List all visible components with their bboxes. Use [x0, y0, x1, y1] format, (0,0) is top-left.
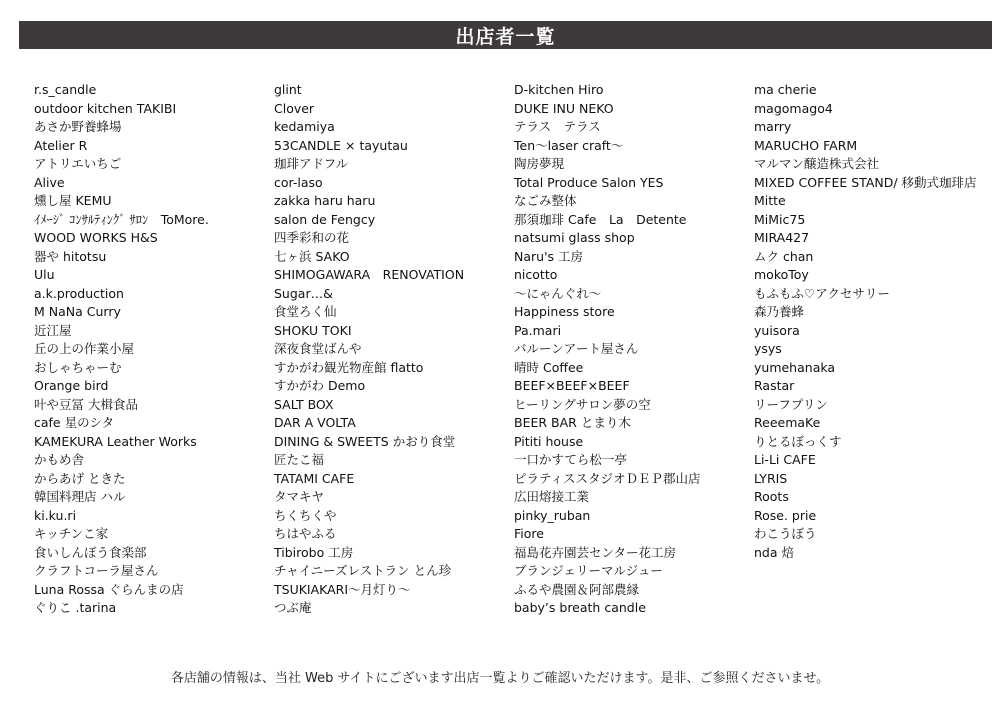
exhibitor-name: 叶や豆冨 大楫食品 — [34, 396, 138, 412]
exhibitor-name: 食堂ろく仙 — [274, 304, 337, 319]
exhibitor-name: zakka haru haru — [274, 193, 376, 208]
exhibitor-name: ムク chan — [754, 248, 814, 264]
exhibitor-name: マルマン醸造株式会社 — [754, 156, 880, 171]
exhibitor-name: marry — [754, 119, 792, 134]
exhibitor-name: ｲﾒｰｼﾞ ｺﾝｻﾙﾃｨﾝｸﾞ ｻﾛﾝ ToMore. — [34, 211, 209, 227]
exhibitor-name: Pititi house — [514, 433, 584, 449]
exhibitor-name: Roots — [754, 489, 789, 504]
exhibitor-name: Ulu — [34, 267, 55, 282]
exhibitor-name: 七ヶ浜 SAKO — [274, 248, 350, 264]
page-title: 出店者一覧 — [455, 25, 556, 48]
exhibitor-name: あさか野養蜂場 — [34, 119, 122, 134]
footer-note: 各店舗の情報は、当社 Web サイトにございます出店一覧よりご確認いただけます。是非、ご参照くださいませ。 — [170, 671, 830, 686]
exhibitor-name: 53CANDLE × tayutau — [274, 137, 408, 153]
exhibitor-name: ReeemaKe — [754, 415, 821, 430]
exhibitor-name: テラス テラス — [514, 119, 601, 134]
exhibitor-name: 深夜食堂ばんや — [274, 341, 362, 356]
exhibitor-name: バルーンアート屋さん — [514, 341, 639, 356]
exhibitor-column-3 — [514, 81, 701, 618]
exhibitor-name: 器や hitotsu — [34, 248, 107, 264]
exhibitor-name: yuisora — [754, 322, 800, 338]
exhibitor-name: 近江屋 — [34, 322, 72, 338]
exhibitor-name: からあげ ときた — [34, 470, 126, 486]
exhibitor-name: 燻し屋 KEMU — [34, 193, 112, 208]
exhibitor-name: リーフプリン — [754, 396, 828, 412]
exhibitor-name: outdoor kitchen TAKIBI — [34, 100, 177, 116]
exhibitor-list — [0, 81, 1000, 621]
exhibitor-name: Mitte — [754, 193, 786, 208]
exhibitor-name: ふるや農園＆阿部農縁 — [514, 581, 640, 597]
exhibitor-name: 晴時 Coffee — [514, 359, 584, 375]
exhibitor-name: nda 焙 — [754, 544, 794, 560]
exhibitor-name: ぐりこ .tarina — [34, 600, 117, 615]
exhibitor-name: Li-Li CAFE — [754, 452, 816, 467]
exhibitor-name: すかがわ Demo — [274, 378, 366, 393]
exhibitor-name: pinky_ruban — [514, 507, 591, 523]
exhibitor-name: なごみ整体 — [514, 193, 577, 208]
exhibitor-name: a.k.production — [34, 285, 124, 301]
exhibitor-name: r.s_candle — [34, 82, 97, 97]
exhibitor-name: ma cherie — [754, 82, 817, 97]
exhibitor-name: 匠たこ福 — [274, 452, 325, 467]
exhibitor-name: タマキヤ — [274, 489, 325, 504]
exhibitor-name: ヒーリングサロン夢の空 — [514, 396, 651, 412]
exhibitor-name: ピラティススタジオＤＥＰ郡山店 — [514, 470, 701, 486]
exhibitor-name: cor-laso — [274, 174, 323, 190]
exhibitor-name: TATAMI CAFE — [274, 470, 355, 486]
exhibitor-name: キッチンこ家 — [34, 526, 109, 541]
exhibitor-name: glint — [274, 82, 302, 97]
exhibitor-name: ブランジェリーマルジュー — [514, 563, 663, 578]
exhibitor-name: nicotto — [514, 267, 558, 282]
exhibitor-name: 那須珈琲 Cafe La Detente — [514, 211, 687, 227]
exhibitor-name: 広田熔接工業 — [514, 489, 590, 504]
page-header-bar — [19, 21, 992, 49]
exhibitor-name: natsumi glass shop — [514, 230, 635, 245]
exhibitor-name: baby’s breath candle — [514, 600, 646, 615]
exhibitor-name: ysys — [754, 341, 782, 356]
exhibitor-name: Alive — [34, 174, 65, 190]
exhibitor-name: SHIMOGAWARA RENOVATION — [274, 267, 465, 282]
exhibitor-name: Rastar — [754, 378, 795, 393]
exhibitor-name: おしゃちゃーむ — [34, 359, 122, 375]
exhibitor-name: Rose. prie — [754, 507, 817, 523]
exhibitor-name: DUKE INU NEKO — [514, 100, 614, 116]
exhibitor-name: Luna Rossa ぐらんまの店 — [34, 581, 184, 597]
exhibitor-name: ちはやふる — [274, 526, 337, 541]
exhibitor-name: Happiness store — [514, 304, 615, 319]
exhibitor-name: ～にゃんぐれ～ — [514, 285, 602, 301]
exhibitor-name: ki.ku.ri — [34, 507, 77, 523]
exhibitor-name: Orange bird — [34, 378, 109, 393]
exhibitor-name: Fiore — [514, 526, 544, 541]
exhibitor-name: magomago4 — [754, 100, 833, 116]
exhibitor-name: アトリエいちご — [34, 156, 122, 171]
exhibitor-name: MiMic75 — [754, 211, 806, 227]
exhibitor-column-4 — [754, 81, 977, 562]
exhibitor-name: 四季彩和の花 — [274, 230, 350, 245]
exhibitor-name: 丘の上の作業小屋 — [34, 341, 135, 356]
exhibitor-name: kedamiya — [274, 119, 335, 134]
exhibitor-name: 陶房夢現 — [514, 156, 565, 171]
exhibitor-name: Naru's 工房 — [514, 248, 583, 264]
exhibitor-name: DINING & SWEETS かおり食堂 — [274, 433, 456, 449]
exhibitor-name: Pa.mari — [514, 322, 562, 338]
exhibitor-name: つぶ庵 — [274, 600, 312, 615]
exhibitor-column-2 — [274, 81, 464, 618]
exhibitor-name: MARUCHO FARM — [754, 137, 858, 153]
exhibitor-name: Ten～laser craft～ — [514, 137, 624, 153]
exhibitor-name: DAR A VOLTA — [274, 415, 356, 430]
exhibitor-name: salon de Fengcy — [274, 211, 376, 227]
exhibitor-name: 珈琲アドフル — [274, 156, 349, 171]
exhibitor-name: チャイニーズレストラン とん珍 — [274, 563, 452, 578]
exhibitor-name: M NaNa Curry — [34, 304, 121, 319]
exhibitor-name: Tibirobo 工房 — [274, 544, 354, 560]
exhibitor-name: りとるぼっくす — [754, 433, 842, 449]
exhibitor-name: Atelier R — [34, 137, 88, 153]
exhibitor-name: MIRA427 — [754, 230, 810, 245]
exhibitor-name: かもめ舎 — [34, 452, 85, 467]
exhibitor-name: もふもふ♡アクセサリー — [754, 285, 890, 301]
exhibitor-name: わこうぼう — [754, 526, 817, 541]
exhibitor-name: SALT BOX — [274, 396, 334, 412]
exhibitor-name: Clover — [274, 100, 315, 116]
exhibitor-column-1 — [34, 81, 209, 618]
exhibitor-name: KAMEKURA Leather Works — [34, 433, 197, 449]
exhibitor-name: yumehanaka — [754, 359, 836, 375]
exhibitor-name: 森乃養蜂 — [754, 304, 805, 319]
exhibitor-name: TSUKIAKARI～月灯り～ — [274, 581, 411, 597]
exhibitor-name: Sugar…& — [274, 285, 333, 301]
exhibitor-name: Total Produce Salon YES — [514, 174, 664, 190]
exhibitor-name: 食いしんぼう食楽部 — [34, 544, 147, 560]
exhibitor-name: mokoToy — [754, 267, 809, 282]
exhibitor-name: クラフトコーラ屋さん — [34, 563, 159, 578]
exhibitor-name: D-kitchen Hiro — [514, 82, 604, 97]
exhibitor-name: WOOD WORKS H&S — [34, 230, 158, 245]
exhibitor-name: 福島花卉園芸センター花工房 — [514, 544, 677, 560]
exhibitor-name: cafe 星のシタ — [34, 415, 115, 430]
exhibitor-name: 韓国料理店 ハル — [34, 489, 126, 504]
exhibitor-name: BEER BAR とまり木 — [514, 415, 631, 430]
exhibitor-name: SHOKU TOKI — [274, 322, 352, 338]
exhibitor-name: すかがわ観光物産館 flatto — [274, 359, 424, 375]
exhibitor-name: LYRIS — [754, 470, 788, 486]
exhibitor-name: MIXED COFFEE STAND/ 移動式珈琲店 — [754, 174, 977, 190]
exhibitor-name: BEEF×BEEF×BEEF — [514, 378, 630, 393]
exhibitor-name: 一口かすてら松一亭 — [514, 452, 627, 467]
exhibitor-name: ちくちくや — [274, 507, 337, 523]
